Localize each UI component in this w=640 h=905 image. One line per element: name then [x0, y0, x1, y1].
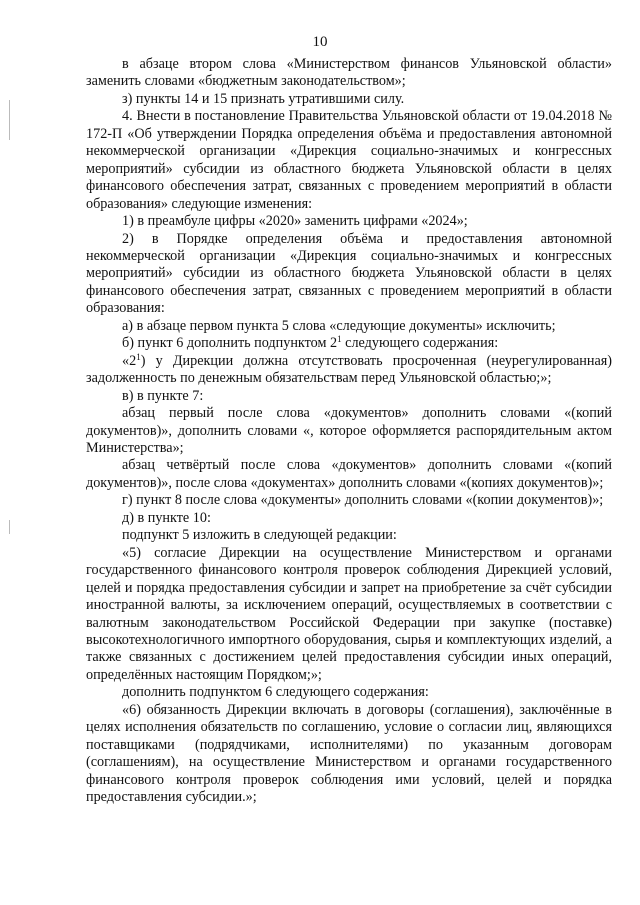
paragraph: «5) согласие Дирекции на осуществление Министерством и органами государственного финансового контроля проверок соблюдения Дирекцией условий, целей и порядка предоставления субсидии и запрет на приобретение за счёт субсидии иностранной валюты, за исключением операций, осуществляемых в соответствии с валютным законодательством Российской Федерации при закупке (поставке) высокотехнологичного импортного оборудования, сырья и комплектующих изделий, а также связанных с достижением целей предоставления субсидии иных операций, определённых настоящим Порядком;»;	[86, 544, 612, 683]
paragraph-text: «2	[122, 352, 137, 369]
paragraph-text: б) пункт 6 дополнить подпунктом 2	[122, 335, 338, 352]
paragraph: а) в абзаце первом пункта 5 слова «следующие документы» исключить;	[122, 317, 556, 334]
paragraph: абзац четвёртый после слова «документов» дополнить словами «(копий документов)», после слова «документах» дополнить словами «(копиях документов)»;	[86, 457, 612, 491]
paragraph: г) пункт 8 после слова «документы» дополнить словами «(копии документов)»;	[122, 492, 604, 509]
paragraph: в абзаце втором слова «Министерством финансов Ульяновской области» заменить словами «бюджетным законодательством»;	[86, 56, 612, 90]
paragraph: дополнить подпунктом 6 следующего содержания:	[122, 684, 429, 701]
paragraph	[86, 353, 612, 388]
paragraph-text: следующего содержания:	[341, 335, 499, 352]
document-body	[86, 56, 612, 806]
paragraph: 4. Внести в постановление Правительства Ульяновской области от 19.04.2018 № 172-П «Об утверждении Порядка определения объёма и предоставления автономной некоммерческой организации «Дирекция социально-значимых и конгрессных мероприятий» субсидии из областного бюджета Ульяновской области в целях финансового обеспечения затрат, связанных с проведением мероприятий в области образования» следующие изменения:	[86, 108, 612, 212]
paragraph: подпункт 5 изложить в следующей редакции:	[122, 527, 397, 544]
paragraph: в) в пункте 7:	[122, 387, 204, 404]
paragraph: абзац первый после слова «документов» дополнить словами «(копий документов)», дополнить словами «, которое оформляется распорядительным актом Министерства»;	[86, 405, 612, 456]
paragraph-text: ) у Дирекции должна отсутствовать просроченная (неурегулированная) задолженность по денежным обязательствам перед Ульяновской областью;»;	[86, 352, 612, 387]
margin-mark	[9, 100, 10, 140]
paragraph	[86, 335, 612, 352]
superscript: 1	[337, 334, 342, 345]
superscript: 1	[136, 351, 141, 362]
paragraph: 2) в Порядке определения объёма и предоставления автономной некоммерческой организации «Дирекция социально-значимых и конгрессных мероприятий» субсидии из областного бюджета Ульяновской области в целях финансового обеспечения затрат, связанных с проведением мероприятий в области образования:	[86, 230, 612, 317]
paragraph: «6) обязанность Дирекции включать в договоры (соглашения), заключённые в целях исполнения обязательств по соглашению, условие о согласии лиц, являющихся поставщиками (подрядчиками, исполнителями) по указанным договорам (соглашениям), на осуществление Министерством и органами государственного финансового контроля проверок соблюдения ими условий, целей и порядка предоставления субсидии.»;	[86, 701, 612, 806]
paragraph: д) в пункте 10:	[122, 509, 211, 526]
paragraph: з) пункты 14 и 15 признать утратившими силу.	[122, 90, 405, 107]
paragraph: 1) в преамбуле цифры «2020» заменить цифрами «2024»;	[122, 213, 468, 230]
page-number: 10	[312, 34, 328, 50]
margin-mark	[9, 520, 10, 534]
